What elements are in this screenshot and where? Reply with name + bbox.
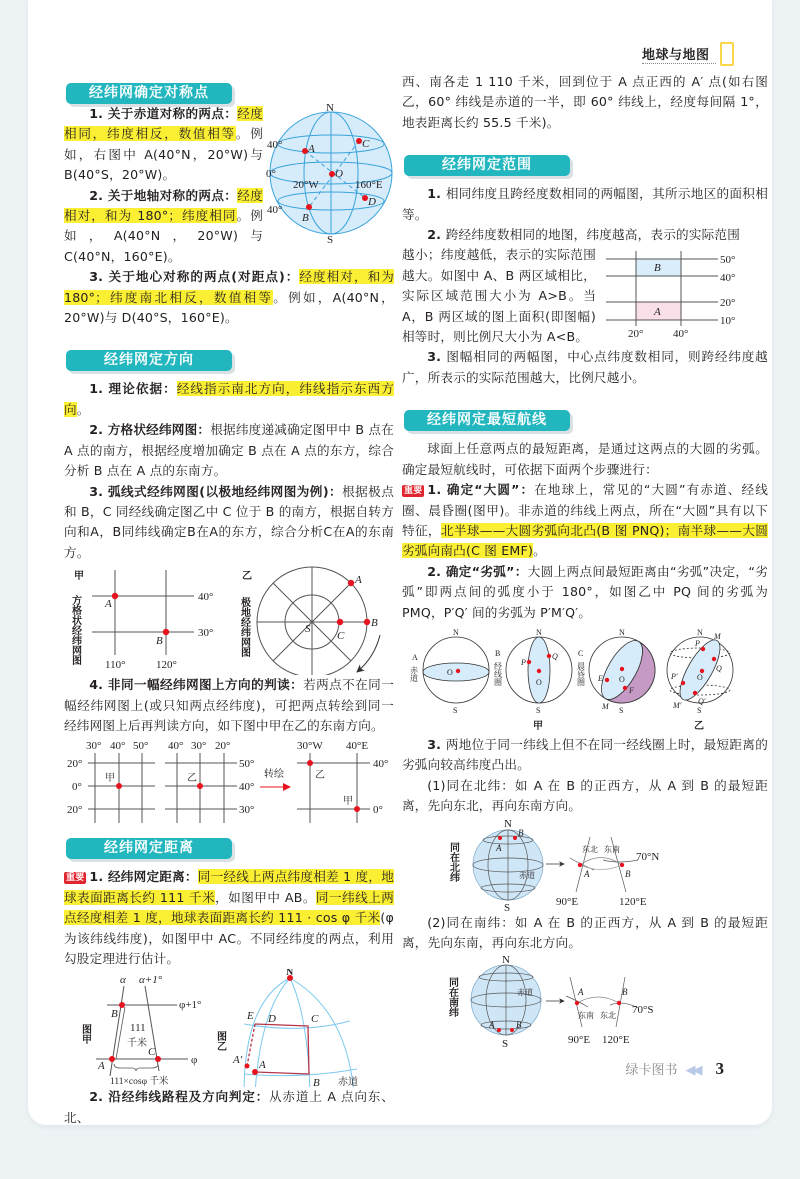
transfer-figures: [64, 736, 394, 828]
distance-figures: [64, 969, 394, 1087]
label-equator: 赤道: [338, 1077, 358, 1088]
figure-label-jia: 图甲: [79, 1024, 91, 1045]
point-b: [163, 629, 169, 635]
label-111: 111: [130, 1022, 146, 1035]
svg-text:Q: Q: [716, 663, 722, 673]
brand-name: 绿卡图书: [625, 1063, 678, 1079]
label-b: B: [156, 635, 163, 648]
chapter-title: 地球与地图: [642, 48, 710, 63]
svg-text:S: S: [619, 705, 624, 715]
highlighted-text: 北半球——大圆劣弧向北凸(B 图 PNQ)；南半球——大圆劣弧向南凸(C 图 EMF): [402, 522, 768, 559]
paragraph-route-north: [402, 776, 768, 817]
bold-lead-text: 1. 关于赤道对称的两点：: [89, 106, 238, 121]
bold-lead-text: 3. 关于地心对称的两点(对距点)：: [89, 269, 300, 285]
svg-text:F: F: [629, 685, 634, 695]
bold-lead-text: 1. 理论依据：: [89, 381, 177, 397]
bold-lead-text: 2. 沿经纬线路程及方向判定：: [89, 1089, 270, 1105]
label-n: N: [286, 969, 294, 979]
svg-text:O: O: [619, 674, 625, 684]
body-text: 根据极点和 B，C 同经线确定图乙中 C 位于 B 的南方，根据自转方向和A，B同纬线确定B在A的东方，综合分析C在A的东南方。: [64, 483, 394, 560]
body-text: 。例如，右图中 A(40°N，20°W)与 B(40°S，20°W)。: [64, 126, 263, 183]
body-text: 跨经纬度数相同的地图，纬度越高，表示的实际范围: [445, 227, 740, 243]
point-b: [364, 619, 370, 625]
svg-text:N: N: [619, 627, 625, 637]
tick: 20°: [628, 328, 644, 340]
svg-text:B: B: [625, 868, 631, 879]
svg-text:M: M: [714, 631, 721, 641]
svg-text:B: B: [495, 648, 501, 658]
tick: 40°: [373, 758, 389, 771]
svg-text:同在北纬: 同在北纬: [447, 841, 459, 882]
label-d: D: [368, 196, 376, 208]
paragraph-symmetry-3: [64, 267, 394, 328]
bold-lead-text: 2. 关于地轴对称的两点：: [89, 187, 238, 203]
tick: 20°: [720, 297, 736, 310]
svg-text:C: C: [578, 648, 584, 658]
svg-text:S: S: [502, 1038, 509, 1050]
paragraph-route-3: [402, 735, 768, 776]
paragraph-route-intro: [402, 439, 768, 480]
tick: 40°E: [346, 740, 369, 753]
tick: 10°: [720, 315, 736, 328]
direction-figures: [64, 563, 394, 675]
tick: 20°: [67, 758, 83, 771]
svg-text:70°N: 70°N: [636, 850, 660, 863]
svg-text:同在南纬: 同在南纬: [446, 977, 458, 1018]
label-km: 千米: [127, 1038, 147, 1050]
point-label-yi: 乙: [187, 773, 197, 785]
label-b: B: [111, 1008, 118, 1021]
svg-text:N: N: [697, 627, 703, 637]
body-text: 西、南各走 1 110 千米，回到位于 A 点正西的 A′ 点(如右图乙，60° 纬线是赤道的一半，即 60° 纬线上，经度每间隔 1°，地表距离长约 55.5 千米)。: [402, 74, 768, 130]
section-header-distance: 经纬网定距离: [66, 838, 232, 859]
label-c: C: [337, 630, 345, 643]
svg-text:O: O: [447, 667, 453, 677]
body-text: 相同纬度且跨经度数相同的两幅图，其所示地区的面积相等。: [402, 186, 768, 222]
highlighted-text: 经度相对，和为 180°；纬度相同: [64, 187, 263, 224]
label-b: B: [371, 617, 378, 630]
right-column: [402, 72, 768, 1079]
paragraph-distance-1: [64, 867, 394, 969]
body-text: 。: [76, 401, 90, 417]
point-b: [306, 204, 312, 210]
svg-text:N: N: [504, 817, 512, 830]
label-alpha: α: [120, 974, 126, 987]
svg-text:B: B: [622, 987, 628, 998]
important-badge: 重要: [66, 873, 85, 884]
tick: 40°: [110, 740, 126, 753]
svg-text:B: B: [518, 827, 524, 838]
bold-lead-text: 1. 经纬网定距离：: [89, 869, 198, 885]
svg-text:Q: Q: [552, 651, 558, 661]
svg-text:乙: 乙: [694, 720, 704, 732]
svg-text:经线圈: 经线圈: [493, 661, 503, 686]
north-route-figure: [402, 817, 768, 913]
svg-text:甲: 甲: [533, 720, 543, 732]
label-a-prime: A′: [233, 1054, 243, 1067]
section-header-route: 经纬网定最短航线: [404, 410, 570, 431]
bold-lead-text: 2. 方格状经纬网图：: [89, 422, 211, 438]
tick: 40°: [168, 740, 184, 753]
point-c: [337, 619, 343, 625]
label-160e: 160°E: [355, 179, 383, 191]
label-alpha-plus: α+1°: [139, 974, 163, 987]
label-b: B: [654, 262, 661, 275]
tick: 30°: [239, 804, 255, 817]
body-text: 两地位于同一纬线上但不在同一经线圈上时，最短距离的劣弧向较高纬度凸出。: [402, 736, 768, 773]
svg-text:N: N: [453, 627, 459, 637]
label-o: O: [335, 168, 343, 180]
figure-label-jia: 甲: [74, 571, 84, 583]
svg-text:M: M: [602, 701, 609, 711]
body-text: 从赤道上 A 点向东、北、: [64, 1089, 394, 1125]
svg-text:O: O: [697, 672, 703, 682]
body-text: 在地球上，常见的“大圆”有赤道、经线圈、晨昏圈(图甲)。非赤道的纬线上两点，所在“大圆”具有以下特征，: [402, 482, 768, 538]
tick: 20°: [67, 804, 83, 817]
footer: [402, 1059, 768, 1079]
svg-text:S: S: [697, 705, 702, 715]
label-n: N: [326, 102, 334, 114]
point-a: [112, 593, 118, 599]
svg-text:赤道: 赤道: [519, 870, 535, 880]
important-badge: 重要: [404, 486, 423, 497]
paragraph-direction-3: [64, 482, 394, 564]
bold-lead-text: 3. 弧线式经纬网图(以极地经纬网图为例)：: [89, 483, 343, 499]
svg-text:S: S: [504, 901, 511, 913]
bold-lead-text: 1. 确定“大圆”：: [427, 482, 535, 498]
label-40: 40°: [198, 591, 214, 604]
page-number: 3: [715, 1059, 724, 1079]
figure-label-yi: 乙: [242, 571, 252, 583]
great-circle-figures: [402, 623, 768, 735]
highlighted-text: 同一经线上两点纬度相差 1 度，地球表面距离长约 111 千米: [64, 869, 394, 905]
highlighted-text: 经度相对，和为 180°；纬度南北相反，数值相等: [64, 269, 395, 305]
label-e: E: [247, 1010, 254, 1023]
label-c: C: [148, 1046, 156, 1059]
svg-text:东北: 东北: [600, 1011, 616, 1021]
point-a: [348, 580, 354, 586]
svg-text:B: B: [516, 1020, 522, 1031]
label-a: A: [259, 1059, 266, 1072]
tick: 0°: [373, 804, 383, 817]
label-s: S: [327, 234, 334, 244]
svg-text:赤道: 赤道: [409, 665, 419, 682]
svg-text:P: P: [521, 657, 526, 667]
label-a: A: [355, 574, 362, 587]
paragraph-direction-2: [64, 420, 394, 481]
figure-caption-polar: 极地经纬网图: [238, 597, 250, 658]
svg-text:N: N: [536, 627, 542, 637]
bold-lead-text: 3.: [427, 736, 446, 752]
body-text: (1)同在北纬：如 A 在 B 的正西方，从 A 到 B 的最短距离，先向东北，再向东南方向。: [402, 777, 768, 814]
svg-text:S: S: [536, 705, 541, 715]
label-phi: φ: [191, 1054, 198, 1067]
left-column: [64, 83, 394, 1128]
bold-lead-text: 4. 非同一幅经纬网图上方向的判读：: [89, 677, 304, 693]
south-route-figure: [402, 953, 768, 1049]
tick: 50°: [239, 758, 255, 771]
paragraph-range-1: [402, 184, 768, 225]
svg-text:A: A: [412, 652, 418, 662]
svg-text:赤道: 赤道: [517, 988, 533, 998]
svg-text:东北: 东北: [582, 844, 598, 854]
point-label-yi: 乙: [315, 770, 325, 782]
section-header-symmetry: 经纬网确定对称点: [66, 83, 232, 104]
tick: 50°: [720, 254, 736, 267]
range-figure: [600, 247, 768, 339]
chapter-underline: [642, 63, 716, 64]
label-c: C: [311, 1013, 319, 1026]
tick: 0°: [72, 781, 82, 794]
body-text: 。: [533, 543, 546, 559]
body-text: 大圆上两点间最短距离由“劣弧”决定，“劣弧”即两点间的弧度小于 180°，如图乙中 PQ 间的劣弧为 PMQ，P′Q′ 间的劣弧为 P′M′Q′。: [402, 563, 768, 620]
label-s: S: [305, 623, 311, 636]
paragraph-distance-2-continued: [402, 72, 768, 133]
body-text: 越小；纬度越低，表示的实际范围越大。如图中 A、B 两区域相比，实际区域范围大小为 A>B。当 A，B 两区域的图上面积(即图幅)相等时，则比例尺大小为 A<B。: [402, 247, 596, 345]
body-text: 。例如，A(40°N，20°W)与 C(40°N，160°E)。: [64, 208, 263, 264]
point-label-jia: 甲: [343, 796, 353, 808]
paragraph-direction-1: [64, 379, 394, 420]
label-120: 120°: [156, 659, 177, 672]
highlighted-text: 同一纬线上两点经度相差 1 度，地球表面距离长约 111 · cos φ 千米: [64, 889, 394, 926]
paragraph-range-3: [402, 347, 768, 388]
svg-text:90°E: 90°E: [556, 895, 579, 908]
svg-text:P′: P′: [671, 671, 678, 681]
label-a: A: [654, 306, 661, 319]
label-cos-distance: 111×cosφ 千米: [110, 1077, 169, 1088]
svg-text:O: O: [536, 677, 542, 687]
svg-text:70°S: 70°S: [632, 1004, 654, 1017]
bold-lead-text: 2.: [427, 227, 446, 243]
svg-text:90°E: 90°E: [568, 1034, 591, 1047]
paragraph-route-2: [402, 562, 768, 623]
paragraph-range-2: [402, 225, 768, 245]
rotation-arrow: [357, 635, 380, 672]
body-text: (2)同在南纬：如 A 在 B 的正西方，从 A 到 B 的最短距离，先向东南，再向东北方向。: [402, 914, 768, 950]
double-arrow-left-icon: ◀◀: [685, 1063, 700, 1079]
svg-text:A: A: [496, 842, 502, 853]
body-text: 若两点不在同一幅经纬网图上(或只知两点经纬度)，可把两点转绘到同一经纬网图上后再判读方向，如下图中甲在乙的东南方向。: [64, 677, 394, 733]
body-text: 球面上任意两点的最短距离，是通过这两点的大圆的劣弧。确定最短航线时，可依据下面两个步骤进行：: [402, 441, 768, 477]
label-d: D: [268, 1013, 276, 1026]
label-a: A: [105, 598, 112, 611]
figure-caption-grid: 方格状经纬网图: [69, 595, 81, 666]
symmetry-globe-figure: [265, 102, 400, 244]
svg-text:东南: 东南: [604, 844, 620, 854]
svg-text:A: A: [489, 1020, 495, 1031]
chapter-tab-marker: [720, 42, 734, 66]
tick: 20°: [215, 740, 231, 753]
svg-text:A: A: [584, 868, 590, 879]
highlighted-text: 经度相同，纬度相反，数值相等: [64, 106, 263, 142]
figure-label-yi: 图乙: [214, 1031, 226, 1052]
svg-text:晨昏圈: 晨昏圈: [576, 661, 586, 686]
tick: 30°: [86, 740, 102, 753]
label-phi-plus: φ+1°: [179, 999, 202, 1012]
body-text: ，如图甲中 AB。: [215, 889, 316, 905]
body-text: 。例如，A(40°N，20°W)与 D(40°S，160°E)。: [64, 289, 394, 326]
label-a: A: [308, 143, 315, 155]
highlighted-text: 经线指示南北方向，纬线指示东西方向: [64, 381, 394, 417]
tick: 30°W: [297, 740, 323, 753]
paragraph-route-south: [402, 913, 768, 954]
tick: 50°: [133, 740, 149, 753]
svg-text:东南: 东南: [578, 1011, 594, 1021]
svg-text:120°E: 120°E: [602, 1034, 630, 1047]
arrow-label: 转绘: [264, 769, 284, 781]
svg-text:N: N: [502, 954, 510, 967]
tick: 40°: [239, 781, 255, 794]
label-0: 0°: [266, 168, 276, 180]
svg-text:A: A: [578, 987, 584, 998]
svg-text:Q′: Q′: [698, 696, 706, 706]
bold-lead-text: 2. 确定“劣弧”：: [427, 563, 528, 579]
body-text: (φ 为该纬线纬度)，如图甲中 AC。不同经纬度的两点，利用勾股定理进行估计。: [64, 910, 394, 966]
tick: 30°: [191, 740, 207, 753]
paragraph-direction-4: [64, 675, 394, 736]
paragraph-distance-2: [64, 1087, 394, 1128]
label-a: A: [98, 1060, 105, 1073]
label-110: 110°: [105, 659, 126, 672]
svg-text:M′: M′: [673, 700, 682, 710]
body-text: 根据纬度递减确定图甲中 B 点在 A 点的南方，根据经度增加确定 B 点在 A 点的东方，综合分析 B 点在 A 点的东南方。: [64, 422, 394, 479]
label-b: B: [313, 1077, 320, 1088]
label-40s: 40°: [267, 204, 283, 216]
point-label-jia: 甲: [105, 773, 115, 785]
label-30: 30°: [198, 627, 214, 640]
grid-map-jia: [92, 570, 194, 655]
svg-text:S: S: [453, 705, 458, 715]
svg-text:120°E: 120°E: [619, 895, 647, 908]
bold-lead-text: 3.: [427, 349, 447, 365]
svg-text:E: E: [598, 673, 603, 683]
paragraph-route-1: [402, 480, 768, 562]
section-header-direction: 经纬网定方向: [66, 350, 232, 371]
bold-lead-text: 1.: [427, 186, 446, 202]
section-header-range: 经纬网定范围: [404, 155, 570, 176]
label-b: B: [302, 212, 309, 224]
svg-text:P: P: [695, 638, 700, 648]
label-40n: 40°: [267, 139, 283, 151]
body-text: 图幅相同的两幅图，中心点纬度数相同，则跨经纬度越广，所表示的实际范围越大，比例尺越小。: [402, 349, 768, 385]
tick: 40°: [673, 328, 689, 340]
tick: 40°: [720, 272, 736, 285]
label-20w: 20°W: [293, 179, 319, 191]
label-c: C: [362, 138, 370, 150]
